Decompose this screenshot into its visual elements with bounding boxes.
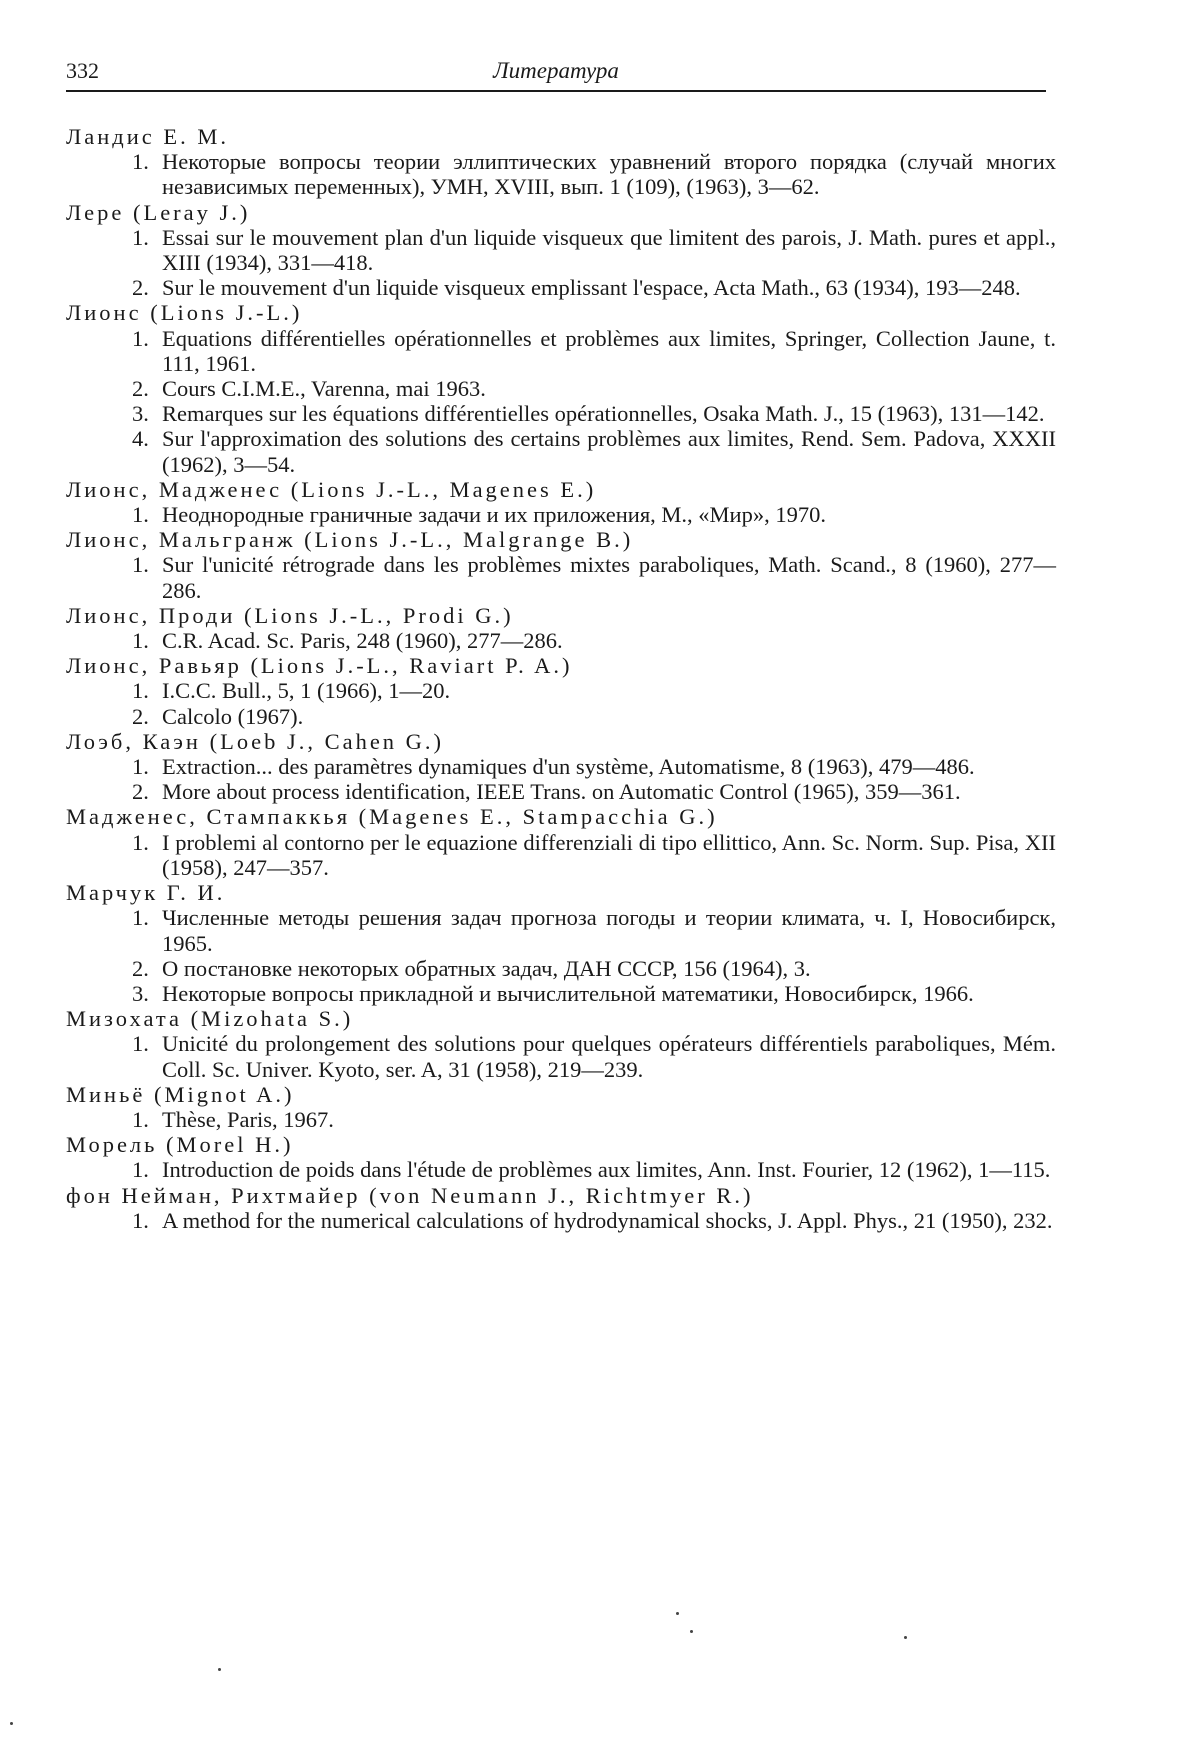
bib-reference <box>66 275 1056 300</box>
reference-number: 1. <box>132 1031 149 1057</box>
bib-reference <box>66 326 1056 376</box>
bib-reference <box>66 1208 1056 1233</box>
reference-number: 2. <box>132 703 149 729</box>
bib-author: Лоэб, Каэн (Loeb J., Cahen G.) <box>66 728 445 754</box>
scan-speck <box>690 1630 693 1633</box>
reference-number: 1. <box>132 325 149 351</box>
bib-author: Лере (Leray J.) <box>66 199 251 225</box>
reference-number: 1. <box>132 149 149 175</box>
bib-entry <box>66 880 1056 1006</box>
bib-author: Лионс, Мальгранж (Lions J.-L., Malgrange B.) <box>66 527 634 553</box>
reference-number: 1. <box>132 829 149 855</box>
scan-speck <box>218 1668 221 1671</box>
reference-text: C.R. Acad. Sc. Paris, 248 (1960), 277—286. <box>162 628 563 654</box>
reference-text: Неоднородные граничные задачи и их приложения, М., «Мир», 1970. <box>162 502 826 528</box>
bib-reference <box>66 552 1056 602</box>
reference-number: 1. <box>132 628 149 654</box>
bib-entry <box>66 729 1056 805</box>
reference-number: 1. <box>132 224 149 250</box>
bib-author: Мадженес, Стампаккья (Magenes E., Stampacchia G.) <box>66 804 718 830</box>
reference-number: 2. <box>132 779 149 805</box>
bib-reference <box>66 678 1056 703</box>
reference-text: Remarques sur les équations différentielles opérationnelles, Osaka Math. J., 15 (1963), 131—142. <box>162 401 1045 427</box>
reference-number: 3. <box>132 980 149 1006</box>
bib-author: Лионс, Равьяр (Lions J.-L., Raviart P. A.) <box>66 653 573 679</box>
reference-number: 2. <box>132 275 149 301</box>
bib-reference <box>66 149 1056 199</box>
bib-entry <box>66 653 1056 729</box>
reference-text: Sur l'unicité rétrograde dans les problèmes mixtes paraboliques, Math. Scand., 8 (1960), 277—286. <box>162 552 1056 603</box>
reference-number: 1. <box>132 502 149 528</box>
reference-text: О постановке некоторых обратных задач, ДАН СССР, 156 (1964), 3. <box>162 955 811 981</box>
bib-reference <box>66 754 1056 779</box>
reference-text: Thèse, Paris, 1967. <box>162 1106 334 1132</box>
reference-text: More about process identification, IEEE Trans. on Automatic Control (1965), 359—361. <box>162 779 961 805</box>
reference-text: Essai sur le mouvement plan d'un liquide visqueux que limitent des parois, J. Math. pures et appl., XIII (1934), 331—418. <box>162 224 1056 276</box>
bib-reference <box>66 905 1056 955</box>
bib-entry <box>66 200 1056 301</box>
bib-reference <box>66 628 1056 653</box>
reference-number: 1. <box>132 1106 149 1132</box>
reference-text: Equations différentielles opérationnelles et problèmes aux limites, Springer, Collection Jaune, t. 111, 1961. <box>162 325 1056 376</box>
bib-author: Лионс, Мадженес (Lions J.-L., Magenes E.) <box>66 476 597 502</box>
bib-entry <box>66 1132 1056 1182</box>
bib-reference <box>66 779 1056 804</box>
scan-speck <box>676 1612 679 1615</box>
reference-text: A method for the numerical calculations of hydrodynamical shocks, J. Appl. Phys., 21 (1950), 232. <box>162 1207 1053 1233</box>
page-header <box>66 56 1046 92</box>
bib-reference <box>66 1031 1056 1081</box>
scan-speck <box>10 1722 13 1725</box>
reference-number: 1. <box>132 678 149 704</box>
reference-text: Introduction de poids dans l'étude de problèmes aux limites, Ann. Inst. Fourier, 12 (1962), 1—115. <box>162 1157 1051 1183</box>
bib-entry <box>66 603 1056 653</box>
bib-author: Лионс (Lions J.-L.) <box>66 300 303 326</box>
bib-reference <box>66 1157 1056 1182</box>
bib-reference <box>66 830 1056 880</box>
bib-reference <box>66 225 1056 275</box>
bib-author: Морель (Morel H.) <box>66 1132 294 1158</box>
reference-text: I problemi al contorno per le equazione differenziali di tipo ellittico, Ann. Sc. Norm. Sup. Pisa, XII (1958), 247—357. <box>162 829 1056 880</box>
bib-author: Марчук Г. И. <box>66 880 226 906</box>
bib-reference <box>66 426 1056 476</box>
bib-entry <box>66 1183 1056 1233</box>
reference-text: Extraction... des paramètres dynamiques d'un système, Automatisme, 8 (1963), 479—486. <box>162 754 975 780</box>
bib-author: Ландис Е. М. <box>66 124 230 149</box>
bib-author: Лионс, Проди (Lions J.-L., Prodi G.) <box>66 602 514 628</box>
reference-number: 1. <box>132 1157 149 1183</box>
bib-entry <box>66 527 1056 603</box>
bib-entry <box>66 477 1056 527</box>
running-title: Литература <box>493 58 619 83</box>
reference-number: 2. <box>132 955 149 981</box>
scan-speck <box>904 1636 907 1639</box>
bib-reference <box>66 704 1056 729</box>
bib-entry <box>66 1082 1056 1132</box>
bib-entry <box>66 1006 1056 1082</box>
page-number: 332 <box>66 58 99 83</box>
reference-number: 1. <box>132 1207 149 1233</box>
bib-author: фон Нейман, Рихтмайер (von Neumann J., Richtmyer R.) <box>66 1182 754 1208</box>
reference-text: Sur l'approximation des solutions des certains problèmes aux limites, Rend. Sem. Padova, XXXII (1962), 3—54. <box>162 426 1056 477</box>
reference-text: Sur le mouvement d'un liquide visqueux emplissant l'espace, Acta Math., 63 (1934), 193—248. <box>162 275 1021 301</box>
bib-reference <box>66 981 1056 1006</box>
reference-number: 3. <box>132 401 149 427</box>
bib-reference <box>66 1107 1056 1132</box>
reference-text: Unicité du prolongement des solutions pour quelques opérateurs différentiels paraboliques, Mém. Coll. Sc. Univer. Kyoto, ser. A, 31 (1958), 219—239. <box>162 1031 1056 1082</box>
reference-text: Некоторые вопросы прикладной и вычислительной математики, Новосибирск, 1966. <box>162 980 974 1006</box>
bib-reference <box>66 376 1056 401</box>
bib-author: Миньё (Mignot A.) <box>66 1081 295 1107</box>
bib-reference <box>66 401 1056 426</box>
reference-number: 1. <box>132 552 149 578</box>
reference-number: 1. <box>132 905 149 931</box>
bib-entry <box>66 300 1056 476</box>
reference-text: Некоторые вопросы теории эллиптических уравнений второго порядка (случай многих независимых переменных), УМН, XVIII, вып. 1 (109), (1963), 3—62. <box>162 149 1056 200</box>
bib-entry <box>66 804 1056 880</box>
reference-text: Численные методы решения задач прогноза погоды и теории климата, ч. I, Новосибирск, 1965. <box>162 905 1056 956</box>
bib-reference <box>66 956 1056 981</box>
bib-entry <box>66 124 1056 200</box>
bibliography-list <box>66 124 1056 1233</box>
reference-text: Calcolo (1967). <box>162 703 304 729</box>
bib-author: Мизохата (Mizohata S.) <box>66 1006 354 1032</box>
reference-number: 4. <box>132 426 149 452</box>
reference-number: 1. <box>132 754 149 780</box>
reference-number: 2. <box>132 376 149 402</box>
reference-text: Cours C.I.M.E., Varenna, mai 1963. <box>162 376 486 402</box>
reference-text: I.C.C. Bull., 5, 1 (1966), 1—20. <box>162 678 451 704</box>
bib-reference <box>66 502 1056 527</box>
